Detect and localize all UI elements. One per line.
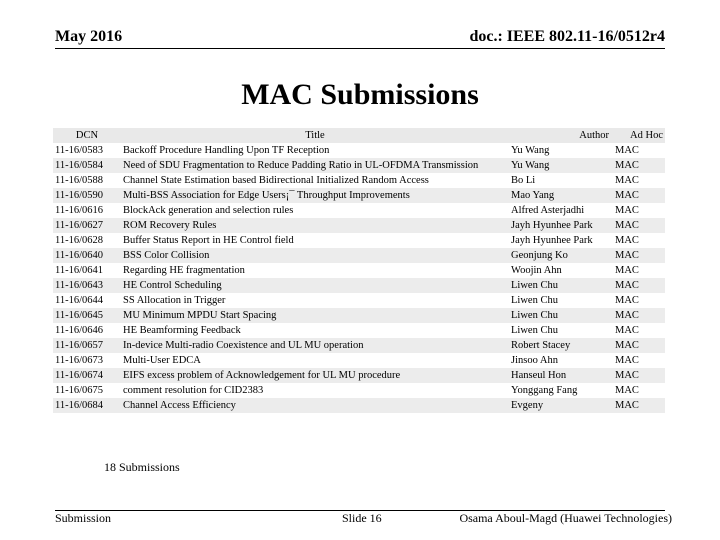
table-row	[53, 383, 665, 398]
cell-adhoc: MAC	[613, 383, 665, 398]
header-date: May 2016	[55, 28, 123, 45]
table-row	[53, 353, 665, 368]
cell-author: Evgeny	[509, 398, 613, 413]
footer-slide-number: Slide 16	[342, 511, 382, 525]
table-row	[53, 338, 665, 353]
cell-author: Liwen Chu	[509, 323, 613, 338]
cell-dcn: 11-16/0616	[53, 203, 121, 218]
submission-count: 18 Submissions	[104, 460, 180, 474]
submissions-table	[53, 128, 665, 413]
table-row	[53, 203, 665, 218]
cell-dcn: 11-16/0628	[53, 233, 121, 248]
cell-title: ROM Recovery Rules	[121, 218, 509, 233]
cell-author: Jayh Hyunhee Park	[509, 233, 613, 248]
table-row	[53, 158, 665, 173]
header-doc-id: doc.: IEEE 802.11-16/0512r4	[469, 28, 665, 45]
cell-author: Geonjung Ko	[509, 248, 613, 263]
cell-adhoc: MAC	[613, 263, 665, 278]
cell-adhoc: MAC	[613, 248, 665, 263]
cell-author: Woojin Ahn	[509, 263, 613, 278]
cell-adhoc: MAC	[613, 293, 665, 308]
cell-title: BlockAck generation and selection rules	[121, 203, 509, 218]
cell-adhoc: MAC	[613, 338, 665, 353]
cell-dcn: 11-16/0640	[53, 248, 121, 263]
cell-dcn: 11-16/0627	[53, 218, 121, 233]
column-header-dcn: DCN	[53, 128, 121, 143]
cell-title: HE Control Scheduling	[121, 278, 509, 293]
cell-title: EIFS excess problem of Acknowledgement for UL MU procedure	[121, 368, 509, 383]
cell-author: Robert Stacey	[509, 338, 613, 353]
cell-dcn: 11-16/0584	[53, 158, 121, 173]
cell-author: Bo Li	[509, 173, 613, 188]
table-row	[53, 308, 665, 323]
cell-adhoc: MAC	[613, 218, 665, 233]
cell-title: Backoff Procedure Handling Upon TF Reception	[121, 143, 509, 158]
table-header-row	[53, 128, 665, 143]
cell-author: Hanseul Hon	[509, 368, 613, 383]
header-divider	[55, 48, 665, 49]
cell-title: Multi-BSS Association for Edge Users¡¯ Throughput Improvements	[121, 188, 509, 203]
cell-dcn: 11-16/0684	[53, 398, 121, 413]
cell-title: comment resolution for CID2383	[121, 383, 509, 398]
cell-dcn: 11-16/0643	[53, 278, 121, 293]
cell-author: Liwen Chu	[509, 308, 613, 323]
table-row	[53, 218, 665, 233]
cell-adhoc: MAC	[613, 233, 665, 248]
cell-title: HE Beamforming Feedback	[121, 323, 509, 338]
table-row	[53, 293, 665, 308]
cell-title: Regarding HE fragmentation	[121, 263, 509, 278]
cell-author: Mao Yang	[509, 188, 613, 203]
footer-submission: Submission	[55, 511, 112, 525]
cell-title: MU Minimum MPDU Start Spacing	[121, 308, 509, 323]
cell-adhoc: MAC	[613, 143, 665, 158]
cell-adhoc: MAC	[613, 323, 665, 338]
cell-dcn: 11-16/0641	[53, 263, 121, 278]
table-row	[53, 368, 665, 383]
column-header-title: Title	[121, 128, 509, 143]
cell-title: In-device Multi-radio Coexistence and UL MU operation	[121, 338, 509, 353]
cell-dcn: 11-16/0674	[53, 368, 121, 383]
cell-adhoc: MAC	[613, 188, 665, 203]
cell-author: Jayh Hyunhee Park	[509, 218, 613, 233]
table-row	[53, 233, 665, 248]
cell-author: Yonggang Fang	[509, 383, 613, 398]
cell-author: Liwen Chu	[509, 278, 613, 293]
cell-author: Alfred Asterjadhi	[509, 203, 613, 218]
table-row	[53, 188, 665, 203]
cell-dcn: 11-16/0673	[53, 353, 121, 368]
table-row	[53, 263, 665, 278]
cell-dcn: 11-16/0645	[53, 308, 121, 323]
table-row	[53, 278, 665, 293]
footer-author: Osama Aboul-Magd (Huawei Technologies)	[459, 511, 672, 525]
cell-adhoc: MAC	[613, 353, 665, 368]
cell-title: Need of SDU Fragmentation to Reduce Padding Ratio in UL-OFDMA Transmission	[121, 158, 509, 173]
cell-dcn: 11-16/0583	[53, 143, 121, 158]
cell-title: Channel State Estimation based Bidirectional Initialized Random Access	[121, 173, 509, 188]
table-row	[53, 143, 665, 158]
cell-adhoc: MAC	[613, 173, 665, 188]
cell-adhoc: MAC	[613, 278, 665, 293]
cell-title: Buffer Status Report in HE Control field	[121, 233, 509, 248]
cell-dcn: 11-16/0644	[53, 293, 121, 308]
table-row	[53, 173, 665, 188]
cell-title: Multi-User EDCA	[121, 353, 509, 368]
cell-dcn: 11-16/0657	[53, 338, 121, 353]
cell-adhoc: MAC	[613, 158, 665, 173]
column-header-author: Author	[509, 128, 613, 143]
table-row	[53, 398, 665, 413]
cell-adhoc: MAC	[613, 308, 665, 323]
cell-adhoc: MAC	[613, 203, 665, 218]
cell-adhoc: MAC	[613, 398, 665, 413]
cell-dcn: 11-16/0590	[53, 188, 121, 203]
cell-author: Yu Wang	[509, 158, 613, 173]
table-row	[53, 323, 665, 338]
cell-dcn: 11-16/0675	[53, 383, 121, 398]
cell-dcn: 11-16/0588	[53, 173, 121, 188]
cell-adhoc: MAC	[613, 368, 665, 383]
cell-author: Liwen Chu	[509, 293, 613, 308]
cell-author: Yu Wang	[509, 143, 613, 158]
cell-title: SS Allocation in Trigger	[121, 293, 509, 308]
table-row	[53, 248, 665, 263]
cell-title: BSS Color Collision	[121, 248, 509, 263]
slide-title: MAC Submissions	[241, 78, 479, 111]
cell-dcn: 11-16/0646	[53, 323, 121, 338]
cell-author: Jinsoo Ahn	[509, 353, 613, 368]
cell-title: Channel Access Efficiency	[121, 398, 509, 413]
column-header-adhoc: Ad Hoc	[613, 128, 665, 143]
